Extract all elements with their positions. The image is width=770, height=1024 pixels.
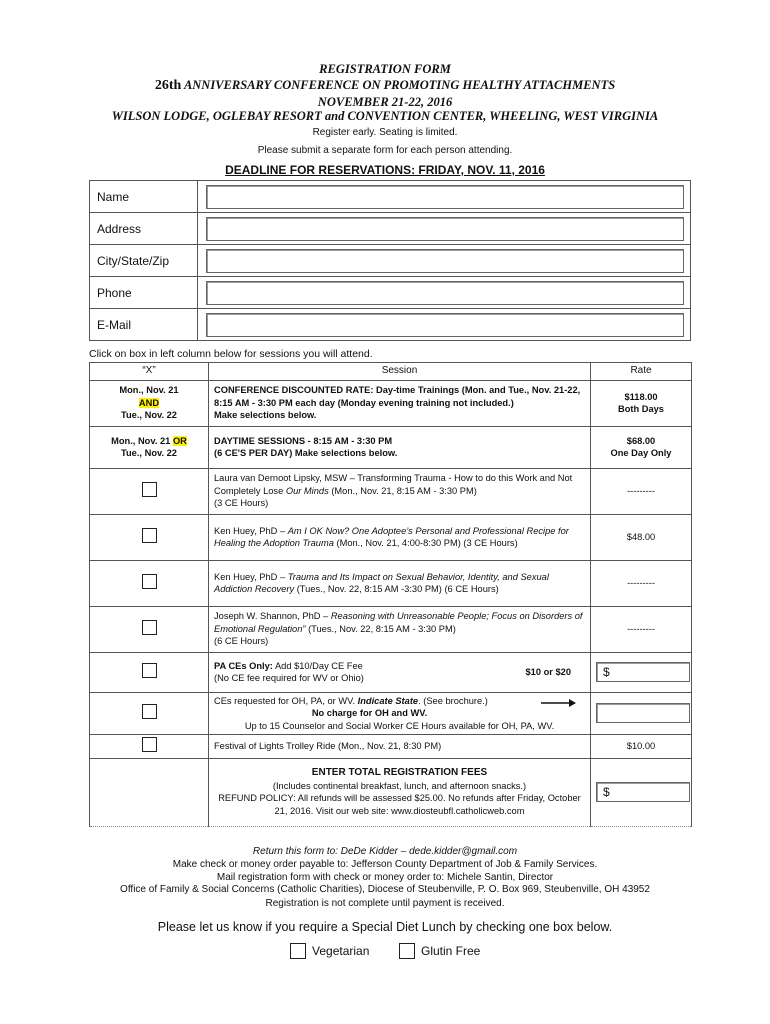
ce-state-checkbox[interactable] xyxy=(142,704,157,719)
shannon-session-checkbox[interactable] xyxy=(142,620,157,635)
anniversary-ordinal: 26th xyxy=(154,78,182,93)
shannon-session-rate: --------- xyxy=(591,606,692,652)
table-row xyxy=(90,426,692,468)
total-fees-input[interactable]: $ xyxy=(596,782,690,802)
address-field[interactable] xyxy=(206,217,684,241)
conference-title xyxy=(0,78,770,94)
deadline-text: DEADLINE FOR RESERVATIONS: FRIDAY, NOV. 11, 2016 xyxy=(225,163,545,177)
separate-form-note: Please submit a separate form for each person attending. xyxy=(257,145,513,156)
diet-option-vegetarian xyxy=(290,943,369,959)
col-rate-header: Rate xyxy=(591,363,692,381)
gluten-free-checkbox[interactable] xyxy=(399,943,415,959)
form-title: REGISTRATION FORM xyxy=(319,62,451,76)
office-address-line: Office of Family & Social Concerns (Catholic Charities), Diocese of Steubenville, P. O. Box 969, Steubenville, OH 43952 xyxy=(120,884,650,895)
table-row xyxy=(90,468,692,514)
col-session-header: Session xyxy=(209,363,591,381)
return-form-line: Return this form to: DeDe Kidder – dede.kidder@gmail.com xyxy=(252,846,518,857)
pa-ce-fee: $10 or $20 xyxy=(525,666,571,677)
both-days-description: CONFERENCE DISCOUNTED RATE: Day-time Trainings (Mon. and Tue., Nov. 21-22, 8:15 AM - 3:30 PM each day (Monday evening training not included.) Make selections below. xyxy=(209,380,591,426)
both-days-rate: $118.00 Both Days xyxy=(591,380,692,426)
name-label: Name xyxy=(90,181,198,213)
contact-row-city xyxy=(90,245,691,277)
diet-option-gluten-free xyxy=(399,943,480,959)
table-row xyxy=(90,380,692,426)
phone-label: Phone xyxy=(90,277,198,309)
register-early-note: Register early. Seating is limited. xyxy=(312,127,458,138)
contact-row-phone xyxy=(90,277,691,309)
contact-info-table xyxy=(89,180,691,341)
city-state-zip-label: City/State/Zip xyxy=(90,245,198,277)
trolley-ride-description: Festival of Lights Trolley Ride (Mon., Nov. 21, 8:30 PM) xyxy=(209,735,591,759)
huey-tuesday-rate: --------- xyxy=(591,560,692,606)
sessions-table xyxy=(89,362,692,827)
huey-tuesday-checkbox[interactable] xyxy=(142,574,157,589)
payment-note: Registration is not complete until payment is received. xyxy=(265,898,505,909)
mail-to-line: Mail registration form with check or money order to: Michele Santin, Director xyxy=(216,872,554,883)
email-label: E-Mail xyxy=(90,309,198,341)
huey-monday-description: Ken Huey, PhD – Am I OK Now? One Adoptee’s Personal and Professional Recipe for Healing the Adoption Trauma (Mon., Nov. 21, 4:00-8:30 PM) (3 CE Hours) xyxy=(209,514,591,560)
vegetarian-label: Vegetarian xyxy=(312,944,370,958)
gluten-free-label: Glutin Free xyxy=(421,944,481,958)
name-field[interactable] xyxy=(206,185,684,209)
table-row xyxy=(90,560,692,606)
huey-monday-rate: $48.00 xyxy=(591,514,692,560)
one-day-description: DAYTIME SESSIONS - 8:15 AM - 3:30 PM (6 CE'S PER DAY) Make selections below. xyxy=(209,426,591,468)
pa-ce-amount-input[interactable]: $ xyxy=(596,662,690,682)
col-x-header: “X” xyxy=(90,363,209,381)
phone-field[interactable] xyxy=(206,281,684,305)
one-day-rate: $68.00 One Day Only xyxy=(591,426,692,468)
table-row xyxy=(90,735,692,759)
trolley-ride-checkbox[interactable] xyxy=(142,737,157,752)
pa-ce-description: PA CEs Only: Add $10/Day CE Fee (No CE fee required for WV or Ohio) $10 or $20 xyxy=(209,652,591,692)
ce-state-description: CEs requested for OH, PA, or WV. Indicate State. (See brochure.) No charge for OH and WV. Up to 15 Counselor and Social Worker CE Hours available for OH, PA, WV. xyxy=(209,692,591,735)
conference-dates: NOVEMBER 21-22, 2016 xyxy=(317,95,453,109)
total-fees-description: ENTER TOTAL REGISTRATION FEES (Includes continental breakfast, lunch, and afternoon snacks.) REFUND POLICY: All refunds will be assessed $25.00. No refunds after Friday, October 21, 2016. Visit our web site: www.diosteubfl.catholicweb.com xyxy=(209,758,591,826)
one-day-label: Mon., Nov. 21 OR Tue., Nov. 22 xyxy=(90,426,209,468)
huey-monday-checkbox[interactable] xyxy=(142,528,157,543)
contact-row-address xyxy=(90,213,691,245)
contact-row-name xyxy=(90,181,691,213)
sessions-header-row xyxy=(90,363,692,381)
both-days-label: Mon., Nov. 21 AND Tue., Nov. 22 xyxy=(90,380,209,426)
huey-tuesday-description: Ken Huey, PhD – Trauma and Its Impact on Sexual Behavior, Identity, and Sexual Addiction Recovery (Tues., Nov. 22, 8:15 AM -3:30 PM) (6 CE Hours) xyxy=(209,560,591,606)
arrow-right-icon xyxy=(541,698,577,708)
payable-to-line: Make check or money order payable to: Jefferson County Department of Job & Family Services. xyxy=(172,859,598,870)
table-row xyxy=(90,758,692,826)
trolley-ride-rate: $10.00 xyxy=(591,735,692,759)
address-label: Address xyxy=(90,213,198,245)
lipsky-session-description: Laura van Dernoot Lipsky, MSW – Transforming Trauma - How to do this Work and Not Completely Lose Our Minds (Mon., Nov. 21, 8:15 AM - 3:30 PM) (3 CE Hours) xyxy=(209,468,591,514)
table-row xyxy=(90,514,692,560)
conference-location: WILSON LODGE, OGLEBAY RESORT and CONVENTION CENTER, WHEELING, WEST VIRGINIA xyxy=(111,109,659,123)
diet-prompt: Please let us know if you require a Special Diet Lunch by checking one box below. xyxy=(157,920,613,934)
vegetarian-checkbox[interactable] xyxy=(290,943,306,959)
session-instruction: Click on box in left column below for sessions you will attend. xyxy=(89,348,373,360)
lipsky-session-checkbox[interactable] xyxy=(142,482,157,497)
table-row xyxy=(90,692,692,735)
city-state-zip-field[interactable] xyxy=(206,249,684,273)
conference-title-rest: ANNIVERSARY CONFERENCE ON PROMOTING HEALTHY ATTACHMENTS xyxy=(181,78,616,92)
email-field[interactable] xyxy=(206,313,684,337)
shannon-session-description: Joseph W. Shannon, PhD – Reasoning with Unreasonable People; Focus on Disorders of Emotional Regulation” (Tues., Nov. 22, 8:15 AM - 3:30 PM) (6 CE Hours) xyxy=(209,606,591,652)
table-row xyxy=(90,652,692,692)
pa-ce-checkbox[interactable] xyxy=(142,663,157,678)
contact-row-email xyxy=(90,309,691,341)
lipsky-session-rate: --------- xyxy=(591,468,692,514)
ce-state-input[interactable] xyxy=(596,703,690,723)
table-row xyxy=(90,606,692,652)
